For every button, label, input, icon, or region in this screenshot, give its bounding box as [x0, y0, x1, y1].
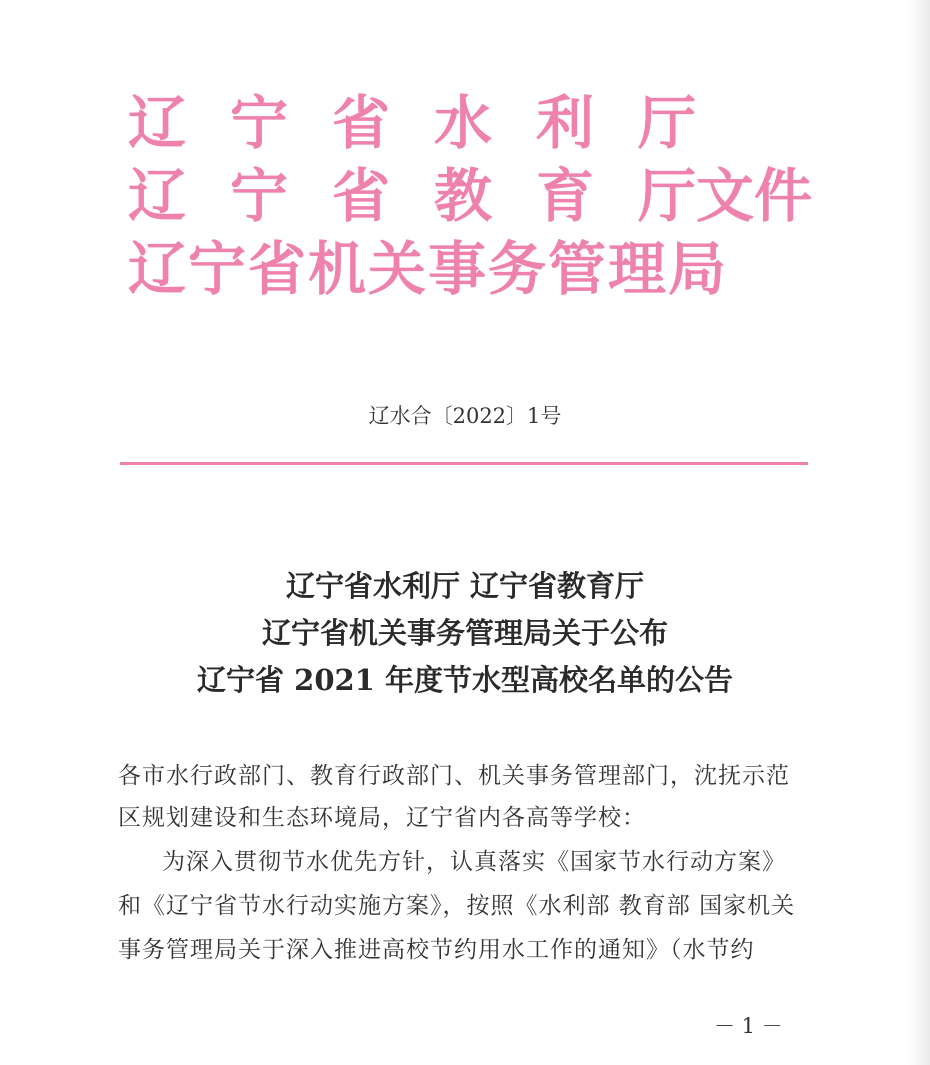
issuer-header-education-name: 辽宁省教育: [128, 162, 639, 230]
issuer-header-affairs-bureau: 辽宁省机关事务管理局: [128, 235, 729, 303]
issuer-header-education: [128, 163, 812, 229]
body-text-line: 和《辽宁省节水行动实施方案》，按照《水利部 教育部 国家机关: [118, 893, 796, 919]
notice-title-line-3: 辽宁省 2021 年度节水型高校名单的公告: [197, 663, 733, 697]
body-text-line: 事务管理局关于深入推进高校节约用水工作的通知》（水节约: [118, 937, 755, 963]
body-text-line: 区规划建设和生态环境局，辽宁省内各高等学校：: [118, 805, 646, 831]
red-divider-line: [120, 462, 808, 465]
body-text-line: 为深入贯彻节水优先方针，认真落实《国家节水行动方案》: [162, 849, 786, 875]
body-text-line: 各市水行政部门、教育行政部门、机关事务管理部门，沈抚示范: [118, 763, 790, 789]
issuer-header-document-suffix: 厅文件: [638, 162, 813, 230]
notice-title-line-2: 辽宁省机关事务管理局关于公布: [261, 616, 668, 650]
document-number: 辽水合〔2022〕1号: [368, 404, 562, 428]
scan-edge-shadow: [908, 0, 930, 1065]
notice-title-line-1: 辽宁省水利厅 辽宁省教育厅: [285, 569, 645, 603]
page-number: － 1 －: [714, 1014, 783, 1038]
issuer-header-water-resources: 辽宁省水利厅: [128, 89, 741, 157]
